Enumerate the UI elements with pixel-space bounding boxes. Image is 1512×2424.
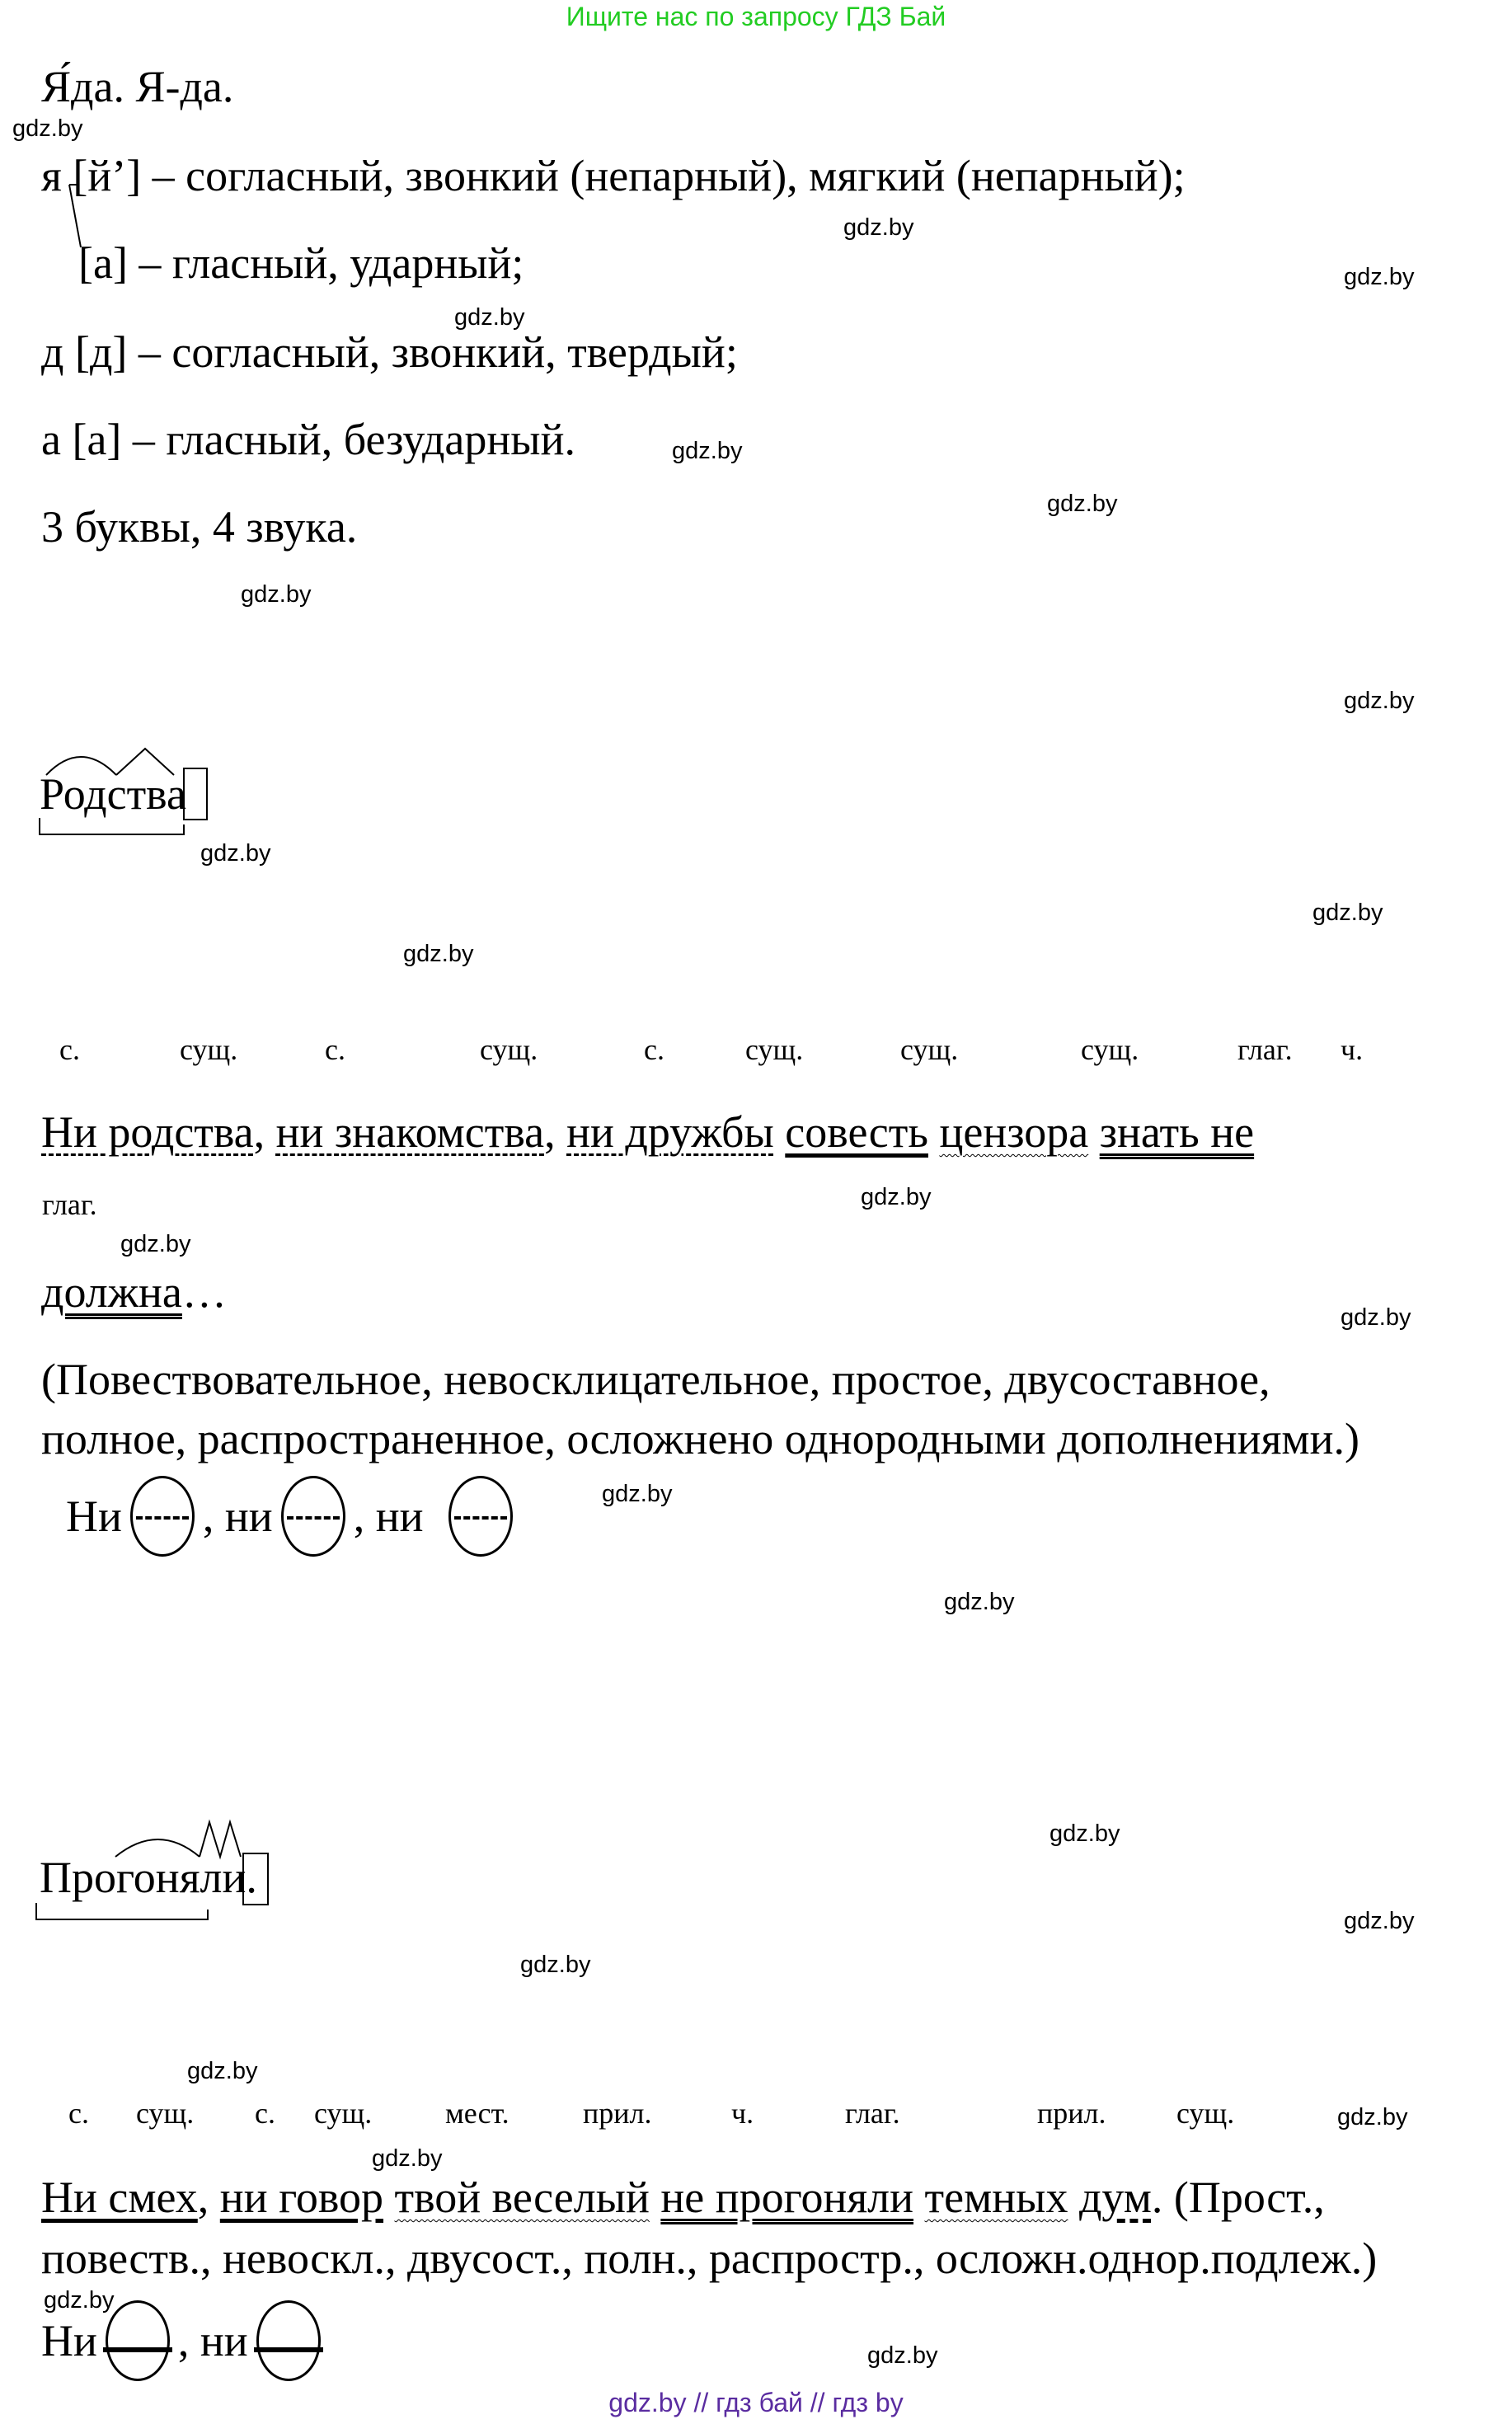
sentence-member-dash: ни знакомства — [275, 1107, 545, 1157]
scheme-word: , ни — [177, 2316, 248, 2365]
morpheme-marks — [38, 742, 261, 841]
pos-label: прил. — [583, 2097, 652, 2130]
object-circle — [130, 1476, 195, 1557]
sentence-member-solid: Ни смех — [41, 2173, 198, 2222]
pos-label: глаг. — [42, 1188, 97, 1221]
pos-label: с. — [59, 1033, 80, 1066]
stem-bracket — [40, 818, 184, 834]
subject-circle — [106, 2300, 170, 2381]
object-circle — [281, 1476, 345, 1557]
scheme-word: , ни — [202, 1492, 273, 1541]
morpheme-word: Родства — [40, 769, 186, 819]
characteristic-line-1: (Повествовательное, невосклицательное, простое, двусоставное, — [41, 1355, 1270, 1404]
sentence-1-line-1 — [41, 1107, 1255, 1157]
phonetic-title: Я́да. Я-да. — [41, 62, 234, 111]
punctuation: … — [181, 1267, 227, 1317]
sentence-1-scheme — [66, 1476, 521, 1557]
footer-links: gdz.by // гдз бай // гдз by — [608, 2388, 904, 2417]
watermark: gdz.by — [1049, 1820, 1120, 1847]
sentence-member-dash: Ни родства — [41, 1107, 254, 1157]
watermark: gdz.by — [187, 2058, 258, 2084]
morpheme-word: Прогоняли. — [40, 1853, 257, 1902]
phonetic-line-a-stressed: [а] – гласный, ударный; — [78, 238, 524, 288]
scheme-word: , ни — [353, 1492, 424, 1541]
suffix-caret — [116, 749, 174, 775]
pos-label: сущ. — [1176, 2097, 1235, 2130]
pos-label: прил. — [1037, 2097, 1106, 2130]
punctuation — [1068, 2173, 1079, 2222]
watermark: gdz.by — [12, 115, 83, 142]
stem-bracket — [36, 1903, 208, 1919]
pos-label: глаг. — [1237, 1033, 1293, 1066]
characteristic-line-2: полное, распространенное, осложнено однородными дополнениями.) — [41, 1414, 1359, 1463]
watermark: gdz.by — [120, 1231, 191, 1257]
ending-box — [184, 768, 207, 820]
punctuation: . (Прост., — [1151, 2173, 1325, 2222]
morpheme-marks — [35, 1814, 298, 1925]
phonetic-line-ya: я [й’] – согласный, звонкий (непарный), мягкий (непарный); — [41, 151, 1186, 200]
watermark: gdz.by — [843, 214, 914, 241]
watermark: gdz.by — [867, 2342, 938, 2369]
watermark: gdz.by — [403, 941, 474, 967]
pos-label: с. — [325, 1033, 345, 1066]
watermark: gdz.by — [1341, 1304, 1411, 1331]
sentence-member-dash: ни дружбы — [566, 1107, 774, 1157]
watermark: gdz.by — [372, 2145, 443, 2172]
punctuation — [928, 1107, 940, 1157]
root-arc — [46, 757, 116, 775]
watermark: gdz.by — [1337, 2104, 1408, 2130]
punctuation — [650, 2173, 661, 2222]
pos-label: мест. — [445, 2097, 509, 2130]
punctuation — [913, 2173, 925, 2222]
phonetic-line-a: а [а] – гласный, безударный. — [41, 415, 575, 464]
watermark: gdz.by — [1344, 688, 1415, 714]
sentence-member-solid: совесть — [785, 1107, 928, 1157]
punctuation — [383, 2173, 395, 2222]
watermark: gdz.by — [44, 2287, 115, 2314]
pos-label: сущ. — [900, 1033, 959, 1066]
sentence-member-double: не прогоняли — [660, 2173, 914, 2222]
phonetic-line-d: д [д] – согласный, звонкий, твердый; — [41, 327, 738, 377]
pos-label: сущ. — [745, 1033, 804, 1066]
watermark: gdz.by — [672, 438, 743, 464]
pos-label: ч. — [1341, 1033, 1364, 1066]
watermark: gdz.by — [861, 1184, 932, 1210]
pos-label: с. — [644, 1033, 664, 1066]
scheme-word: Ни — [41, 2316, 97, 2365]
pos-label: с. — [68, 2097, 89, 2130]
watermark: gdz.by — [1344, 264, 1415, 290]
pos-label: глаг. — [845, 2097, 900, 2130]
watermark: gdz.by — [520, 1952, 591, 1978]
watermark: gdz.by — [602, 1481, 673, 1507]
watermark: gdz.by — [1344, 1908, 1415, 1934]
sentence-1-line-2 — [41, 1267, 227, 1317]
pos-label: сущ. — [314, 2097, 373, 2130]
pos-label: сущ. — [136, 2097, 195, 2130]
subject-circle — [256, 2300, 321, 2381]
pos-label: сущ. — [180, 1033, 238, 1066]
sentence-member-wavy: твой веселый — [394, 2173, 650, 2222]
sentence-member-wavy: цензора — [939, 1107, 1089, 1157]
pos-label: сущ. — [1081, 1033, 1139, 1066]
root-arc — [115, 1839, 200, 1857]
ending-box — [243, 1853, 268, 1905]
object-circle — [448, 1476, 513, 1557]
morpheme-diagram-progonyali — [35, 1814, 298, 1925]
sentence-member-solid: ни говор — [219, 2173, 384, 2222]
suffix-caret — [200, 1822, 241, 1857]
sentence-member-dashdot: дум — [1078, 2173, 1152, 2222]
search-banner: Ищите нас по запросу ГДЗ Бай — [566, 2, 946, 31]
punctuation — [1088, 1107, 1100, 1157]
watermark: gdz.by — [200, 840, 271, 867]
punctuation: , — [544, 1107, 567, 1157]
punctuation: , — [253, 1107, 276, 1157]
punctuation: , — [197, 2173, 220, 2222]
sentence-member-wavy: темных — [924, 2173, 1068, 2222]
morpheme-diagram-rodstva — [38, 742, 261, 841]
sentence-member-double: должна — [41, 1267, 182, 1317]
sentence-member-double: знать не — [1099, 1107, 1255, 1157]
watermark: gdz.by — [454, 304, 525, 331]
pos-label: ч. — [731, 2097, 754, 2130]
punctuation — [774, 1107, 786, 1157]
sentence-2-line-2: повеств., невоскл., двусост., полн., распростр., осложн.однор.подлеж.) — [41, 2234, 1378, 2283]
watermark: gdz.by — [1047, 491, 1118, 517]
sentence-2-line-1 — [41, 2175, 1325, 2220]
phonetic-summary: 3 буквы, 4 звука. — [41, 502, 358, 552]
scheme-word: Ни — [66, 1492, 122, 1541]
pos-label: с. — [255, 2097, 275, 2130]
watermark: gdz.by — [241, 581, 312, 608]
watermark: gdz.by — [1312, 900, 1383, 926]
watermark: gdz.by — [944, 1589, 1015, 1615]
pos-label: сущ. — [480, 1033, 538, 1066]
